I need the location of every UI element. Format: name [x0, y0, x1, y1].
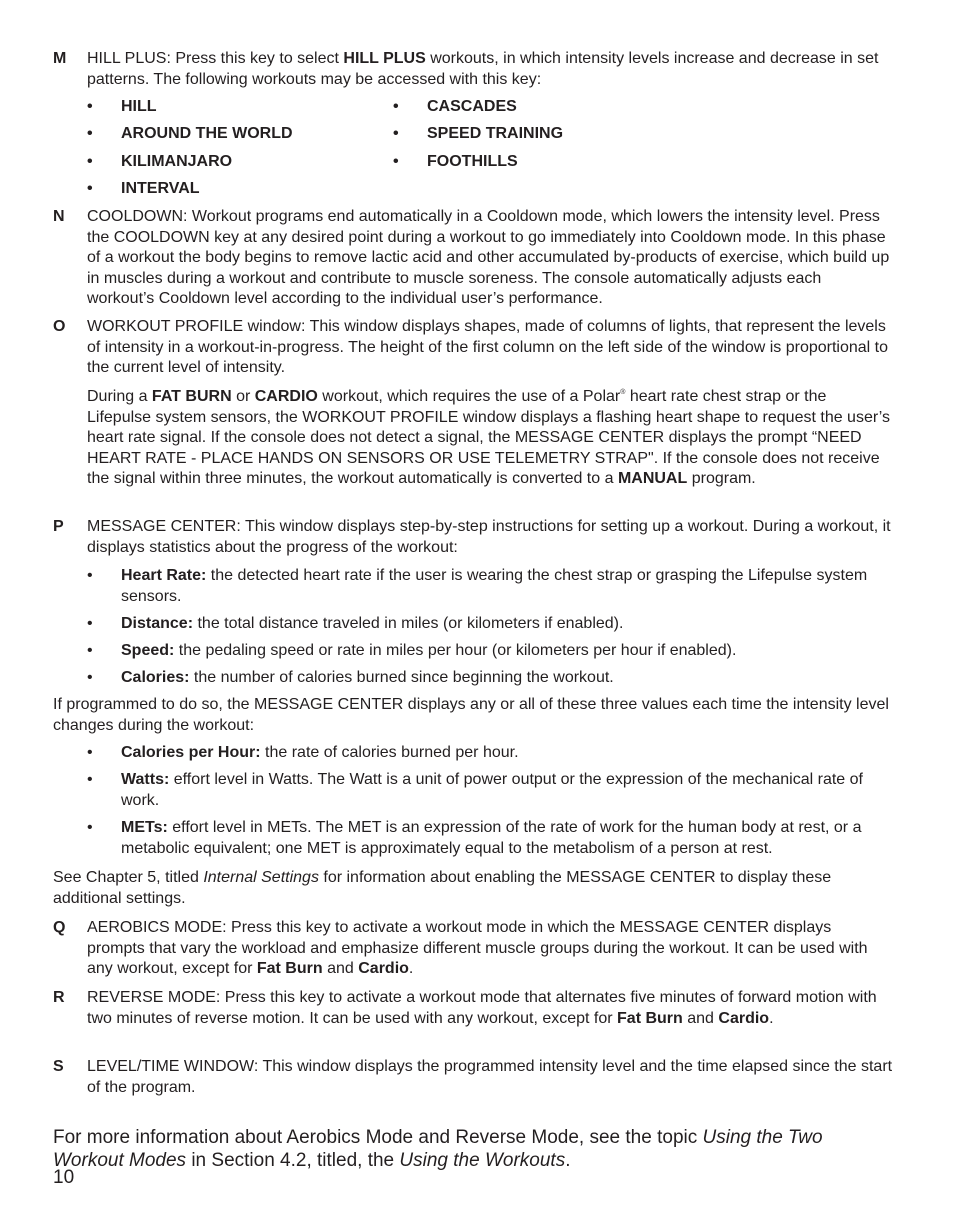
workout-item: FOOTHILLS [427, 153, 518, 170]
entry-letter: N [53, 208, 65, 225]
entry-letter: R [53, 989, 65, 1006]
entry-q [53, 918, 893, 980]
entry-q-text: AEROBICS MODE: Press this key to activate a workout mode in which the MESSAGE CENTER displays prompts that vary the workload and emphasize different muscle groups during the workout. It can be used with any workout, except for Fat Burn and Cardio. [87, 919, 868, 977]
bullet: • [393, 98, 399, 115]
workout-item: CASCADES [427, 98, 517, 115]
list-item: • METs: effort level in METs. The MET is an expression of the rate of work for the human body at rest, or a metabolic equivalent; one MET is approximately equal to the metabolism of a person at rest. [87, 819, 862, 857]
entry-p-text: MESSAGE CENTER: This window displays step-by-step instructions for setting up a workout. During a workout, it displays statistics about the progress of the workout: [87, 518, 891, 556]
entry-n-text: COOLDOWN: Workout programs end automatically in a Cooldown mode, which lowers the intensity level. Press the COOLDOWN key at any desired point during a workout to go immediately into Cooldown mode. In this phase of a workout the body begins to remove lactic acid and other accumulated by-products of exercise, which build up in muscles during a workout and contribute to muscle soreness. The console automatically adjusts each workout’s Cooldown level according to the individual user’s performance. [87, 208, 890, 307]
entry-m-text: HILL PLUS: Press this key to select HILL PLUS workouts, in which intensity levels increase and decrease in set patterns. The following workouts may be accessed with this key: [87, 50, 879, 88]
entry-letter: O [53, 318, 66, 335]
bullet: • [87, 669, 93, 686]
see-chapter-paragraph: See Chapter 5, titled Internal Settings for information about enabling the MESSAGE CENTER to display these additional settings. [53, 869, 832, 907]
workout-item: KILIMANJARO [121, 153, 233, 170]
entry-letter: Q [53, 919, 66, 936]
list-item: • Calories per Hour: the rate of calories burned per hour. [87, 743, 897, 764]
entry-n [53, 207, 893, 310]
entry-p [53, 517, 893, 558]
list-item: • Speed: the pedaling speed or rate in miles per hour (or kilometers per hour if enabled). [87, 641, 897, 662]
bullet: • [87, 125, 93, 142]
entry-o [53, 317, 893, 379]
bullet: • [87, 567, 93, 584]
registered-mark: ® [620, 389, 626, 396]
bullet: • [87, 744, 93, 761]
list-item: • Calories: the number of calories burned since beginning the workout. [87, 668, 897, 689]
entry-r [53, 988, 893, 1029]
bullet: • [87, 153, 93, 170]
more-info-note: For more information about Aerobics Mode and Reverse Mode, see the topic Using the Two Workout Modes in Section 4.2, titled, the Using the Workouts. [53, 1127, 823, 1171]
workout-item: INTERVAL [121, 180, 200, 197]
bullet: • [87, 98, 93, 115]
bullet: • [87, 615, 93, 632]
entry-o-paragraph-2: During a FAT BURN or CARDIO workout, which requires the use of a Polar® heart rate chest strap or the Lifepulse system sensors, the WORKOUT PROFILE window displays a flashing heart shape to request the user’s heart rate signal. If the console does not detect a signal, the MESSAGE CENTER displays the prompt “NEED HEART RATE - PLACE HANDS ON SENSORS OR USE TELEMETRY STRAP". If the console does not receive the signal within three minutes, the workout automatically is converted to a MANUAL program. [87, 388, 891, 487]
workout-item: SPEED TRAINING [427, 125, 564, 142]
list-item: • Watts: effort level in Watts. The Watt is a unit of power output or the expression of the mechanical rate of work. [87, 771, 863, 809]
bullet: • [393, 153, 399, 170]
entry-letter: S [53, 1058, 64, 1075]
bullet: • [87, 819, 93, 836]
entry-letter: M [53, 50, 67, 67]
list-item: • Distance: the total distance traveled in miles (or kilometers if enabled). [87, 614, 897, 635]
programmed-paragraph: If programmed to do so, the MESSAGE CENTER displays any or all of these three values each time the intensity level changes during the workout: [53, 696, 889, 734]
list-item: • Heart Rate: the detected heart rate if the user is wearing the chest strap or grasping the Lifepulse system sensors. [87, 567, 868, 605]
entry-m [53, 49, 893, 90]
entry-s [53, 1057, 893, 1098]
entry-letter: P [53, 518, 64, 535]
workout-item: AROUND THE WORLD [121, 125, 293, 142]
entry-r-text: REVERSE MODE: Press this key to activate a workout mode that alternates five minutes of forward motion with two minutes of reverse motion. It can be used with any workout, except for Fat Burn and Cardio. [87, 989, 877, 1027]
workout-item: HILL [121, 98, 157, 115]
bullet: • [87, 771, 93, 788]
entry-o-text: WORKOUT PROFILE window: This window displays shapes, made of columns of lights, that represent the levels of intensity in a workout-in-progress. The height of the first column on the left side of the window is proportional to the current level of intensity. [87, 318, 889, 376]
bullet: • [393, 125, 399, 142]
page-number: 10 [53, 1167, 75, 1188]
entry-s-text: LEVEL/TIME WINDOW: This window displays the programmed intensity level and the time elapsed since the start of the program. [87, 1058, 893, 1096]
bullet: • [87, 180, 93, 197]
bullet: • [87, 642, 93, 659]
